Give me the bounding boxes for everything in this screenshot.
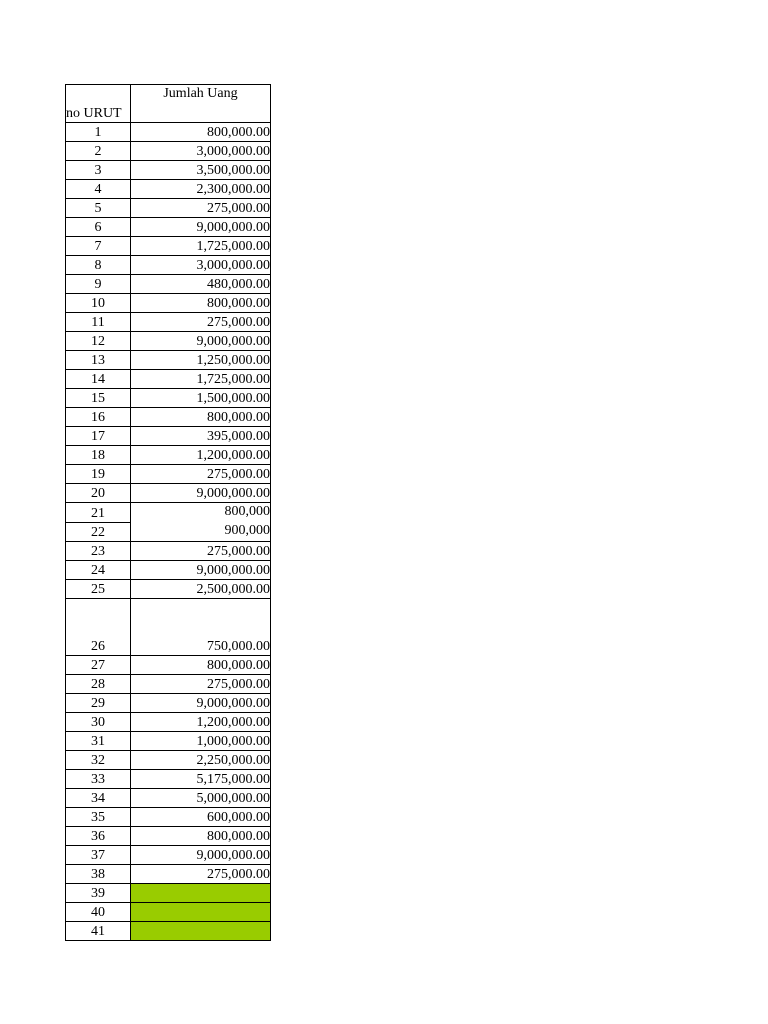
table-row <box>66 332 271 351</box>
amount-cell: 2,300,000.00 <box>131 180 271 199</box>
row-number: 4 <box>66 180 131 199</box>
amount-cell: 9,000,000.00 <box>131 218 271 237</box>
amount-cell: 800,000.00 <box>131 294 271 313</box>
row-number: 39 <box>66 884 131 903</box>
table-row <box>66 370 271 389</box>
table-row <box>66 542 271 561</box>
amount-cell: 1,725,000.00 <box>131 370 271 389</box>
row-number: 33 <box>66 770 131 789</box>
row-number: 8 <box>66 256 131 275</box>
row-number: 1 <box>66 123 131 142</box>
table-row <box>66 180 271 199</box>
amount-cell: 1,000,000.00 <box>131 732 271 751</box>
amount-cell: 3,500,000.00 <box>131 161 271 180</box>
amount-value: 800,000 <box>224 504 270 519</box>
row-number: 34 <box>66 789 131 808</box>
table-row <box>66 503 271 523</box>
amount-cell: 480,000.00 <box>131 275 271 294</box>
amount-cell: 1,250,000.00 <box>131 351 271 370</box>
amount-cell: 9,000,000.00 <box>131 694 271 713</box>
row-number: 30 <box>66 713 131 732</box>
table-row <box>66 294 271 313</box>
row-number: 2 <box>66 142 131 161</box>
table-row <box>66 161 271 180</box>
amount-cell: 9,000,000.00 <box>131 332 271 351</box>
amount-cell: 275,000.00 <box>131 313 271 332</box>
amount-cell: 275,000.00 <box>131 465 271 484</box>
table-row <box>66 313 271 332</box>
row-number: 3 <box>66 161 131 180</box>
row-number: 29 <box>66 694 131 713</box>
row-number: 35 <box>66 808 131 827</box>
amount-cell: 3,000,000.00 <box>131 142 271 161</box>
row-number: 40 <box>66 903 131 922</box>
row-number: 28 <box>66 675 131 694</box>
row-number: 18 <box>66 446 131 465</box>
amount-cell: 275,000.00 <box>131 675 271 694</box>
row-number: 12 <box>66 332 131 351</box>
amount-cell: 275,000.00 <box>131 542 271 561</box>
table-row <box>66 351 271 370</box>
amount-cell: 800,000.00 <box>131 123 271 142</box>
amount-cell: 275,000.00 <box>131 199 271 218</box>
row-number: 31 <box>66 732 131 751</box>
row-number: 27 <box>66 656 131 675</box>
row-number: 17 <box>66 427 131 446</box>
amount-cell: 600,000.00 <box>131 808 271 827</box>
amount-cell: 800,000.00 <box>131 408 271 427</box>
row-number: 21 <box>66 503 131 523</box>
table-row <box>66 922 271 941</box>
table-row <box>66 218 271 237</box>
table-row <box>66 675 271 694</box>
amount-cell: 1,200,000.00 <box>131 713 271 732</box>
amount-cell: 750,000.00 <box>131 599 271 656</box>
table-row <box>66 694 271 713</box>
amount-cell: 9,000,000.00 <box>131 846 271 865</box>
row-number: 22 <box>66 522 131 542</box>
amount-cell: 1,725,000.00 <box>131 237 271 256</box>
amount-cell: 5,000,000.00 <box>131 789 271 808</box>
table-row <box>66 656 271 675</box>
row-number: 26 <box>66 599 131 656</box>
row-number: 10 <box>66 294 131 313</box>
money-table <box>65 84 271 941</box>
row-number: 15 <box>66 389 131 408</box>
amount-cell: 9,000,000.00 <box>131 484 271 503</box>
table-row <box>66 751 271 770</box>
amount-cell-highlighted <box>131 922 271 941</box>
table-row <box>66 732 271 751</box>
table-row <box>66 770 271 789</box>
amount-value: 900,000 <box>224 523 270 538</box>
table-row <box>66 713 271 732</box>
row-number: 6 <box>66 218 131 237</box>
row-number: 41 <box>66 922 131 941</box>
table-row <box>66 446 271 465</box>
row-number: 23 <box>66 542 131 561</box>
amount-cell-highlighted <box>131 903 271 922</box>
row-number: 16 <box>66 408 131 427</box>
row-number: 38 <box>66 865 131 884</box>
amount-cell: 3,000,000.00 <box>131 256 271 275</box>
table-row <box>66 275 271 294</box>
table-row <box>66 389 271 408</box>
row-number: 14 <box>66 370 131 389</box>
table-row <box>66 865 271 884</box>
row-number: 13 <box>66 351 131 370</box>
amount-cell: 395,000.00 <box>131 427 271 446</box>
row-number: 25 <box>66 580 131 599</box>
amount-cell: 1,200,000.00 <box>131 446 271 465</box>
row-number: 36 <box>66 827 131 846</box>
table-row <box>66 123 271 142</box>
header-jumlah-uang: Jumlah Uang <box>131 85 271 123</box>
row-number: 5 <box>66 199 131 218</box>
table-row <box>66 199 271 218</box>
row-number: 11 <box>66 313 131 332</box>
table-row <box>66 256 271 275</box>
header-row <box>66 85 271 123</box>
amount-cell: 2,250,000.00 <box>131 751 271 770</box>
table-body <box>66 123 271 941</box>
table-row <box>66 484 271 503</box>
row-number: 7 <box>66 237 131 256</box>
table-row <box>66 827 271 846</box>
amount-cell: 800,000.00 <box>131 827 271 846</box>
table-row <box>66 142 271 161</box>
table-row <box>66 580 271 599</box>
amount-cell: 2,500,000.00 <box>131 580 271 599</box>
row-number: 37 <box>66 846 131 865</box>
amount-cell: 800,000.00 <box>131 656 271 675</box>
row-number: 9 <box>66 275 131 294</box>
amount-cell: 275,000.00 <box>131 865 271 884</box>
amount-cell-merged <box>131 503 271 542</box>
table-row <box>66 465 271 484</box>
table-row <box>66 808 271 827</box>
table-row <box>66 846 271 865</box>
row-number: 20 <box>66 484 131 503</box>
table-row <box>66 408 271 427</box>
amount-cell: 5,175,000.00 <box>131 770 271 789</box>
table-row <box>66 903 271 922</box>
table-row <box>66 427 271 446</box>
table-row <box>66 237 271 256</box>
amount-cell: 9,000,000.00 <box>131 561 271 580</box>
table-row <box>66 789 271 808</box>
header-no-urut: no URUT <box>66 85 131 123</box>
table-row <box>66 561 271 580</box>
row-number: 32 <box>66 751 131 770</box>
table-row <box>66 599 271 656</box>
row-number: 19 <box>66 465 131 484</box>
amount-cell: 1,500,000.00 <box>131 389 271 408</box>
table-row <box>66 884 271 903</box>
row-number: 24 <box>66 561 131 580</box>
amount-cell-highlighted <box>131 884 271 903</box>
